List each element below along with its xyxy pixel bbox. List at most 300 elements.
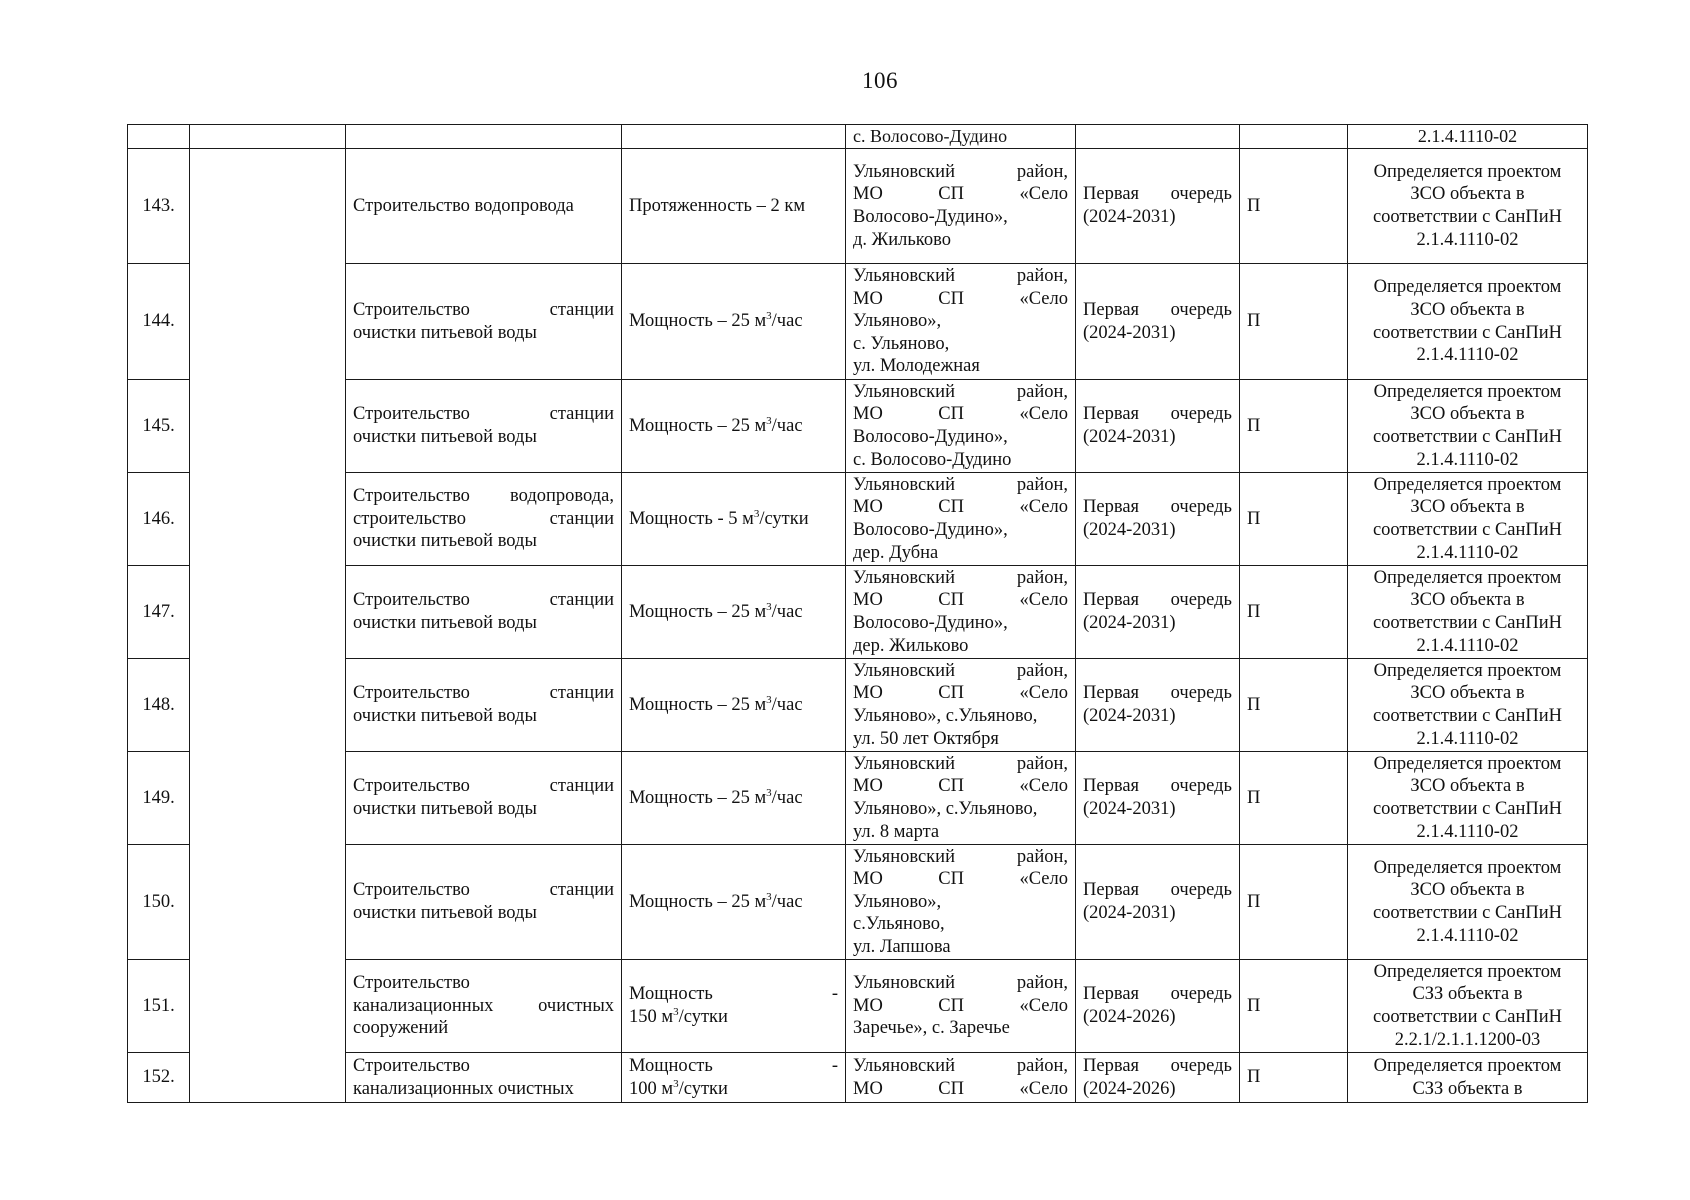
word: район, bbox=[1016, 567, 1068, 588]
row-number: 150. bbox=[142, 891, 175, 912]
word: станции bbox=[549, 508, 614, 529]
cell-note bbox=[1348, 752, 1588, 845]
cell-num bbox=[128, 264, 190, 380]
cell-location bbox=[846, 473, 1076, 566]
word: Ульяновский bbox=[853, 161, 955, 182]
word: Строительство bbox=[353, 683, 470, 704]
stage-line bbox=[1083, 589, 1232, 612]
location-line bbox=[853, 1078, 1068, 1101]
status-code: П bbox=[1247, 1067, 1261, 1088]
location-line bbox=[853, 775, 1068, 798]
param-prefix: Мощность – 25 м bbox=[629, 601, 767, 622]
word: МО bbox=[853, 590, 883, 611]
param-prefix: Мощность – 25 м bbox=[629, 694, 767, 715]
word: СП bbox=[938, 288, 964, 309]
param-unit-power: 3 bbox=[766, 414, 772, 427]
word: станции bbox=[549, 683, 614, 704]
cell-stage bbox=[1076, 960, 1240, 1053]
name-line: сооружений bbox=[353, 1018, 449, 1039]
note-line: ЗСО объекта в bbox=[1410, 776, 1525, 797]
continuation-row bbox=[128, 125, 1588, 149]
stage-line bbox=[1083, 983, 1232, 1006]
note-line: соответствии с СанПиН bbox=[1372, 799, 1563, 819]
table-row bbox=[128, 149, 1588, 264]
note-line: Определяется проектом bbox=[1373, 567, 1562, 588]
word: район, bbox=[1016, 973, 1068, 994]
cell-status bbox=[1240, 149, 1348, 264]
word: район, bbox=[1016, 381, 1068, 402]
param-value bbox=[629, 787, 838, 810]
word: СП bbox=[938, 869, 964, 890]
word: район, bbox=[1016, 660, 1068, 681]
name-line bbox=[353, 995, 614, 1018]
word: «Село bbox=[1019, 995, 1068, 1016]
word: МО bbox=[853, 404, 883, 425]
word: район, bbox=[1016, 474, 1068, 495]
param-prefix: Мощность – 25 м bbox=[629, 415, 767, 436]
note-line: ЗСО объекта в bbox=[1410, 497, 1525, 518]
note-line: соответствии с СанПиН bbox=[1372, 207, 1563, 227]
location-line: ул. 8 марта bbox=[853, 821, 940, 842]
page-number: 106 bbox=[862, 68, 898, 93]
table-row bbox=[128, 960, 1588, 1053]
row-number: 144. bbox=[142, 311, 175, 332]
cell-num bbox=[128, 960, 190, 1053]
location-line: Волосово-Дудино», bbox=[853, 613, 1008, 633]
cell-stage bbox=[1076, 473, 1240, 566]
word: очередь bbox=[1170, 880, 1232, 901]
word: СП bbox=[938, 1078, 964, 1099]
word: СП bbox=[938, 404, 964, 425]
word: Строительство bbox=[353, 404, 470, 425]
param-label: Мощность bbox=[629, 984, 713, 1005]
cell-status bbox=[1240, 264, 1348, 380]
param-unit-power: 3 bbox=[673, 1005, 679, 1018]
word: СП bbox=[938, 683, 964, 704]
cell-num bbox=[128, 380, 190, 473]
cell-name bbox=[346, 845, 622, 960]
param-unit-power: 3 bbox=[753, 507, 760, 520]
stage-line bbox=[1083, 879, 1232, 902]
cell-location bbox=[846, 566, 1076, 659]
location-line bbox=[853, 403, 1068, 426]
cell-name bbox=[346, 659, 622, 752]
param-value bbox=[629, 694, 838, 717]
word: очередь bbox=[1170, 184, 1232, 205]
word: Строительство bbox=[353, 590, 470, 611]
location-line bbox=[853, 161, 1068, 184]
word: МО bbox=[853, 683, 883, 704]
row-number: 143. bbox=[142, 195, 175, 216]
cell-status bbox=[1240, 659, 1348, 752]
table-row bbox=[128, 752, 1588, 845]
word: Ульяновский bbox=[853, 660, 955, 681]
table-row bbox=[128, 566, 1588, 659]
location-line bbox=[853, 972, 1068, 995]
note-line: ЗСО объекта в bbox=[1410, 880, 1525, 901]
name-line: очистки питьевой воды bbox=[353, 706, 537, 726]
stage-line: (2024-2031) bbox=[1083, 613, 1176, 633]
cell-group bbox=[190, 125, 346, 149]
location-line bbox=[853, 381, 1068, 404]
cell-param bbox=[622, 1053, 846, 1103]
param-line bbox=[629, 1055, 838, 1078]
name-line: очистки питьевой воды bbox=[353, 322, 537, 343]
cell-note bbox=[1348, 1053, 1588, 1103]
name-line: Строительство bbox=[353, 1055, 470, 1076]
location-line: д. Жильково bbox=[853, 229, 951, 250]
param-prefix: Мощность - 5 м bbox=[629, 508, 754, 529]
word: «Село bbox=[1019, 869, 1068, 890]
word: Ульяновский bbox=[853, 846, 955, 867]
cell-param bbox=[622, 659, 846, 752]
word: очередь bbox=[1170, 590, 1232, 611]
cell-stage bbox=[1076, 149, 1240, 264]
stage-line bbox=[1083, 1055, 1232, 1078]
cell-name bbox=[346, 752, 622, 845]
name-line bbox=[353, 403, 614, 426]
param-dash: - bbox=[831, 1055, 838, 1076]
word: строительство bbox=[353, 508, 467, 529]
word: Первая bbox=[1083, 776, 1140, 797]
table-row bbox=[128, 473, 1588, 566]
word: МО bbox=[853, 869, 883, 890]
location-line: с. Волосово-Дудино bbox=[853, 449, 1012, 470]
name-line bbox=[353, 589, 614, 612]
location-line bbox=[853, 567, 1068, 590]
word: МО bbox=[853, 288, 883, 309]
cell-note bbox=[1348, 566, 1588, 659]
note-line: Определяется проектом bbox=[1373, 277, 1562, 298]
cell-param bbox=[622, 960, 846, 1053]
param-unit-power: 3 bbox=[673, 1077, 679, 1090]
location-line bbox=[853, 753, 1068, 776]
param-unit-power: 3 bbox=[766, 786, 772, 799]
param-unit-power: 3 bbox=[766, 890, 772, 903]
word: район, bbox=[1016, 161, 1068, 182]
param-value bbox=[629, 415, 838, 438]
location-line: Волосово-Дудино», bbox=[853, 427, 1008, 447]
param-line bbox=[629, 983, 838, 1006]
cell-name bbox=[346, 473, 622, 566]
note-line: Определяется проектом bbox=[1373, 161, 1562, 182]
row-number: 145. bbox=[142, 415, 175, 436]
note-line: соответствии с СанПиН bbox=[1372, 613, 1563, 633]
param-value bbox=[629, 1006, 838, 1029]
note-line: 2.1.4.1110-02 bbox=[1417, 126, 1518, 147]
stage-line bbox=[1083, 183, 1232, 206]
word: Строительство bbox=[353, 299, 470, 320]
planned-objects-table bbox=[127, 124, 1588, 1103]
location-line: Ульяново», bbox=[853, 311, 942, 332]
param-prefix: Мощность – 25 м bbox=[629, 891, 767, 912]
word: Ульяновский bbox=[853, 753, 955, 774]
word: СП bbox=[938, 590, 964, 611]
param-unit-power: 3 bbox=[766, 600, 772, 613]
param-suffix: /сутки bbox=[678, 1007, 728, 1027]
word: очередь bbox=[1170, 299, 1232, 320]
word: «Село bbox=[1019, 1078, 1068, 1099]
word: Первая bbox=[1083, 299, 1140, 320]
param-suffix: /час bbox=[771, 415, 803, 436]
word: «Село bbox=[1019, 184, 1068, 205]
cell-location bbox=[846, 752, 1076, 845]
note-line: 2.1.4.1110-02 bbox=[1416, 345, 1519, 366]
note-line: 2.2.1/2.1.1.1200-03 bbox=[1394, 1029, 1541, 1050]
cell-stage bbox=[1076, 845, 1240, 960]
param-suffix: /сутки bbox=[759, 508, 809, 529]
location-line: Волосово-Дудино», bbox=[853, 207, 1008, 227]
location-line bbox=[853, 496, 1068, 519]
cell-note bbox=[1348, 149, 1588, 264]
word: район, bbox=[1016, 266, 1068, 287]
note-line: 2.1.4.1110-02 bbox=[1416, 229, 1519, 250]
word: Ульяновский bbox=[853, 973, 955, 994]
word: Ульяновский bbox=[853, 474, 955, 495]
location-line bbox=[853, 660, 1068, 683]
cell-num bbox=[128, 659, 190, 752]
location-line bbox=[853, 474, 1068, 497]
word: СП bbox=[938, 184, 964, 205]
cell-status bbox=[1240, 380, 1348, 473]
cell-stage bbox=[1076, 752, 1240, 845]
param-text: Протяженность – 2 км bbox=[629, 195, 806, 216]
stage-line: (2024-2031) bbox=[1083, 706, 1176, 726]
location-line bbox=[853, 1055, 1068, 1078]
note-line: соответствии с СанПиН bbox=[1372, 1007, 1563, 1027]
note-line: Определяется проектом bbox=[1373, 1055, 1562, 1076]
note-line: ЗСО объекта в bbox=[1410, 683, 1525, 704]
word: очередь bbox=[1170, 1055, 1232, 1076]
stage-line: (2024-2026) bbox=[1083, 1007, 1176, 1027]
table-row bbox=[128, 659, 1588, 752]
cell-param bbox=[622, 845, 846, 960]
location-line: с. Ульяново, bbox=[853, 333, 950, 354]
cell-param bbox=[622, 566, 846, 659]
note-line: соответствии с СанПиН bbox=[1372, 903, 1563, 923]
note-line: Определяется проектом bbox=[1373, 381, 1562, 402]
note-line: Определяется проектом bbox=[1373, 660, 1562, 681]
status-code: П bbox=[1247, 415, 1261, 436]
word: Строительство bbox=[353, 880, 470, 901]
stage-line bbox=[1083, 682, 1232, 705]
location-line: ул. Молодежная bbox=[853, 356, 980, 377]
location-line bbox=[853, 589, 1068, 612]
cell-param bbox=[622, 125, 846, 149]
stage-line: (2024-2031) bbox=[1083, 799, 1176, 819]
location-line: дер. Жильково bbox=[853, 635, 969, 656]
stage-line: (2024-2031) bbox=[1083, 322, 1176, 343]
row-number: 148. bbox=[142, 694, 175, 715]
word: Первая bbox=[1083, 404, 1140, 425]
word: Ульяновский bbox=[853, 1055, 955, 1076]
status-code: П bbox=[1247, 694, 1261, 715]
note-line: ЗСО объекта в bbox=[1410, 184, 1525, 205]
cell-name bbox=[346, 149, 622, 264]
location-line: с. Волосово-Дудино bbox=[853, 126, 1008, 147]
param-prefix: 100 м bbox=[629, 1078, 674, 1099]
param-suffix: /час bbox=[771, 601, 803, 622]
note-line: ЗСО объекта в bbox=[1410, 590, 1525, 611]
note-line: СЗЗ объекта в bbox=[1412, 984, 1523, 1005]
status-code: П bbox=[1247, 311, 1261, 332]
note-line: соответствии с СанПиН bbox=[1372, 706, 1563, 726]
cell-stage bbox=[1076, 1053, 1240, 1103]
cell-note bbox=[1348, 960, 1588, 1053]
name-line bbox=[353, 682, 614, 705]
status-code: П bbox=[1247, 787, 1261, 808]
word: Первая bbox=[1083, 497, 1140, 518]
location-line bbox=[853, 868, 1068, 891]
param-prefix: 150 м bbox=[629, 1007, 674, 1027]
cell-name bbox=[346, 1053, 622, 1103]
word: МО bbox=[853, 184, 883, 205]
stage-line: (2024-2031) bbox=[1083, 427, 1176, 447]
cell-status bbox=[1240, 752, 1348, 845]
param-label: Мощность bbox=[629, 1055, 713, 1076]
location-line bbox=[853, 995, 1068, 1018]
name-line bbox=[353, 485, 614, 508]
cell-status bbox=[1240, 1053, 1348, 1103]
stage-line bbox=[1083, 299, 1232, 322]
stage-line: (2024-2031) bbox=[1083, 520, 1176, 540]
param-value bbox=[629, 310, 838, 333]
word: Первая bbox=[1083, 683, 1140, 704]
word: станции bbox=[549, 880, 614, 901]
cell-name bbox=[346, 960, 622, 1053]
word: Ульяновский bbox=[853, 381, 955, 402]
param-suffix: /сутки bbox=[678, 1078, 728, 1099]
location-line bbox=[853, 682, 1068, 705]
cell-location bbox=[846, 659, 1076, 752]
cell-name bbox=[346, 380, 622, 473]
table-row bbox=[128, 380, 1588, 473]
location-line: ул. 50 лет Октября bbox=[853, 728, 999, 749]
stage-line: (2024-2031) bbox=[1083, 903, 1176, 923]
cell-note bbox=[1348, 845, 1588, 960]
word: СП bbox=[938, 497, 964, 518]
word: Первая bbox=[1083, 1055, 1140, 1076]
cell-location bbox=[846, 960, 1076, 1053]
cell-num bbox=[128, 149, 190, 264]
cell-param bbox=[622, 752, 846, 845]
note-line: 2.1.4.1110-02 bbox=[1416, 821, 1519, 842]
status-code: П bbox=[1247, 891, 1261, 912]
cell-location bbox=[846, 845, 1076, 960]
param-unit-power: 3 bbox=[766, 310, 772, 323]
param-suffix: /час bbox=[771, 787, 803, 808]
cell-num bbox=[128, 752, 190, 845]
stage-line bbox=[1083, 775, 1232, 798]
location-line: Ульяново», bbox=[853, 891, 942, 912]
name-line: очистки питьевой воды bbox=[353, 613, 537, 633]
word: МО bbox=[853, 497, 883, 518]
cell-note bbox=[1348, 380, 1588, 473]
cell-group bbox=[190, 149, 346, 1103]
cell-param bbox=[622, 380, 846, 473]
name-line: очистки питьевой воды bbox=[353, 903, 537, 923]
name-line bbox=[353, 299, 614, 322]
word: МО bbox=[853, 1078, 883, 1099]
note-line: соответствии с СанПиН bbox=[1372, 322, 1563, 343]
name-line bbox=[353, 775, 614, 798]
location-line: с.Ульяново, bbox=[853, 914, 945, 935]
cell-stage bbox=[1076, 125, 1240, 149]
cell-note bbox=[1348, 473, 1588, 566]
table-row bbox=[128, 845, 1588, 960]
word: очередь bbox=[1170, 683, 1232, 704]
cell-status bbox=[1240, 960, 1348, 1053]
cell-num bbox=[128, 566, 190, 659]
stage-line bbox=[1083, 496, 1232, 519]
word: станции bbox=[549, 299, 614, 320]
param-suffix: /час bbox=[771, 694, 803, 715]
stage-line bbox=[1083, 403, 1232, 426]
word: СП bbox=[938, 995, 964, 1016]
cell-note bbox=[1348, 659, 1588, 752]
word: МО bbox=[853, 995, 883, 1016]
name-line: очистки питьевой воды bbox=[353, 531, 537, 552]
word: район, bbox=[1016, 846, 1068, 867]
cell-location bbox=[846, 380, 1076, 473]
word: станции bbox=[549, 590, 614, 611]
param-value bbox=[629, 601, 838, 624]
location-line: Ульяново», с.Ульяново, bbox=[853, 706, 1038, 726]
word: очередь bbox=[1170, 984, 1232, 1005]
cell-num bbox=[128, 125, 190, 149]
word: «Село bbox=[1019, 683, 1068, 704]
cell-location bbox=[846, 125, 1076, 149]
cell-name bbox=[346, 566, 622, 659]
cell-num bbox=[128, 845, 190, 960]
table-row bbox=[128, 1053, 1588, 1103]
cell-stage bbox=[1076, 264, 1240, 380]
cell-status bbox=[1240, 125, 1348, 149]
word: район, bbox=[1016, 753, 1068, 774]
name-line bbox=[353, 879, 614, 902]
cell-name bbox=[346, 264, 622, 380]
note-line: 2.1.4.1110-02 bbox=[1416, 925, 1519, 946]
word: МО bbox=[853, 776, 883, 797]
cell-stage bbox=[1076, 380, 1240, 473]
location-line: Волосово-Дудино», bbox=[853, 520, 1008, 540]
name-line bbox=[353, 508, 614, 531]
cell-note bbox=[1348, 125, 1588, 149]
note-line: 2.1.4.1110-02 bbox=[1416, 449, 1519, 470]
row-number: 146. bbox=[142, 508, 175, 529]
word: Первая bbox=[1083, 984, 1140, 1005]
word: станции bbox=[549, 404, 614, 425]
cell-param bbox=[622, 149, 846, 264]
status-code: П bbox=[1247, 195, 1261, 216]
word: «Село bbox=[1019, 497, 1068, 518]
word: Строительство bbox=[353, 776, 470, 797]
cell-param bbox=[622, 473, 846, 566]
row-number: 152. bbox=[142, 1067, 175, 1088]
row-number: 149. bbox=[142, 787, 175, 808]
table-row bbox=[128, 264, 1588, 380]
location-line: ул. Лапшова bbox=[853, 936, 951, 957]
param-value bbox=[629, 891, 838, 914]
word: СП bbox=[938, 776, 964, 797]
word: «Село bbox=[1019, 776, 1068, 797]
cell-status bbox=[1240, 566, 1348, 659]
param-unit-power: 3 bbox=[766, 693, 772, 706]
cell-note bbox=[1348, 264, 1588, 380]
word: Первая bbox=[1083, 184, 1140, 205]
note-line: Определяется проектом bbox=[1373, 474, 1562, 495]
note-line: 2.1.4.1110-02 bbox=[1416, 542, 1519, 563]
